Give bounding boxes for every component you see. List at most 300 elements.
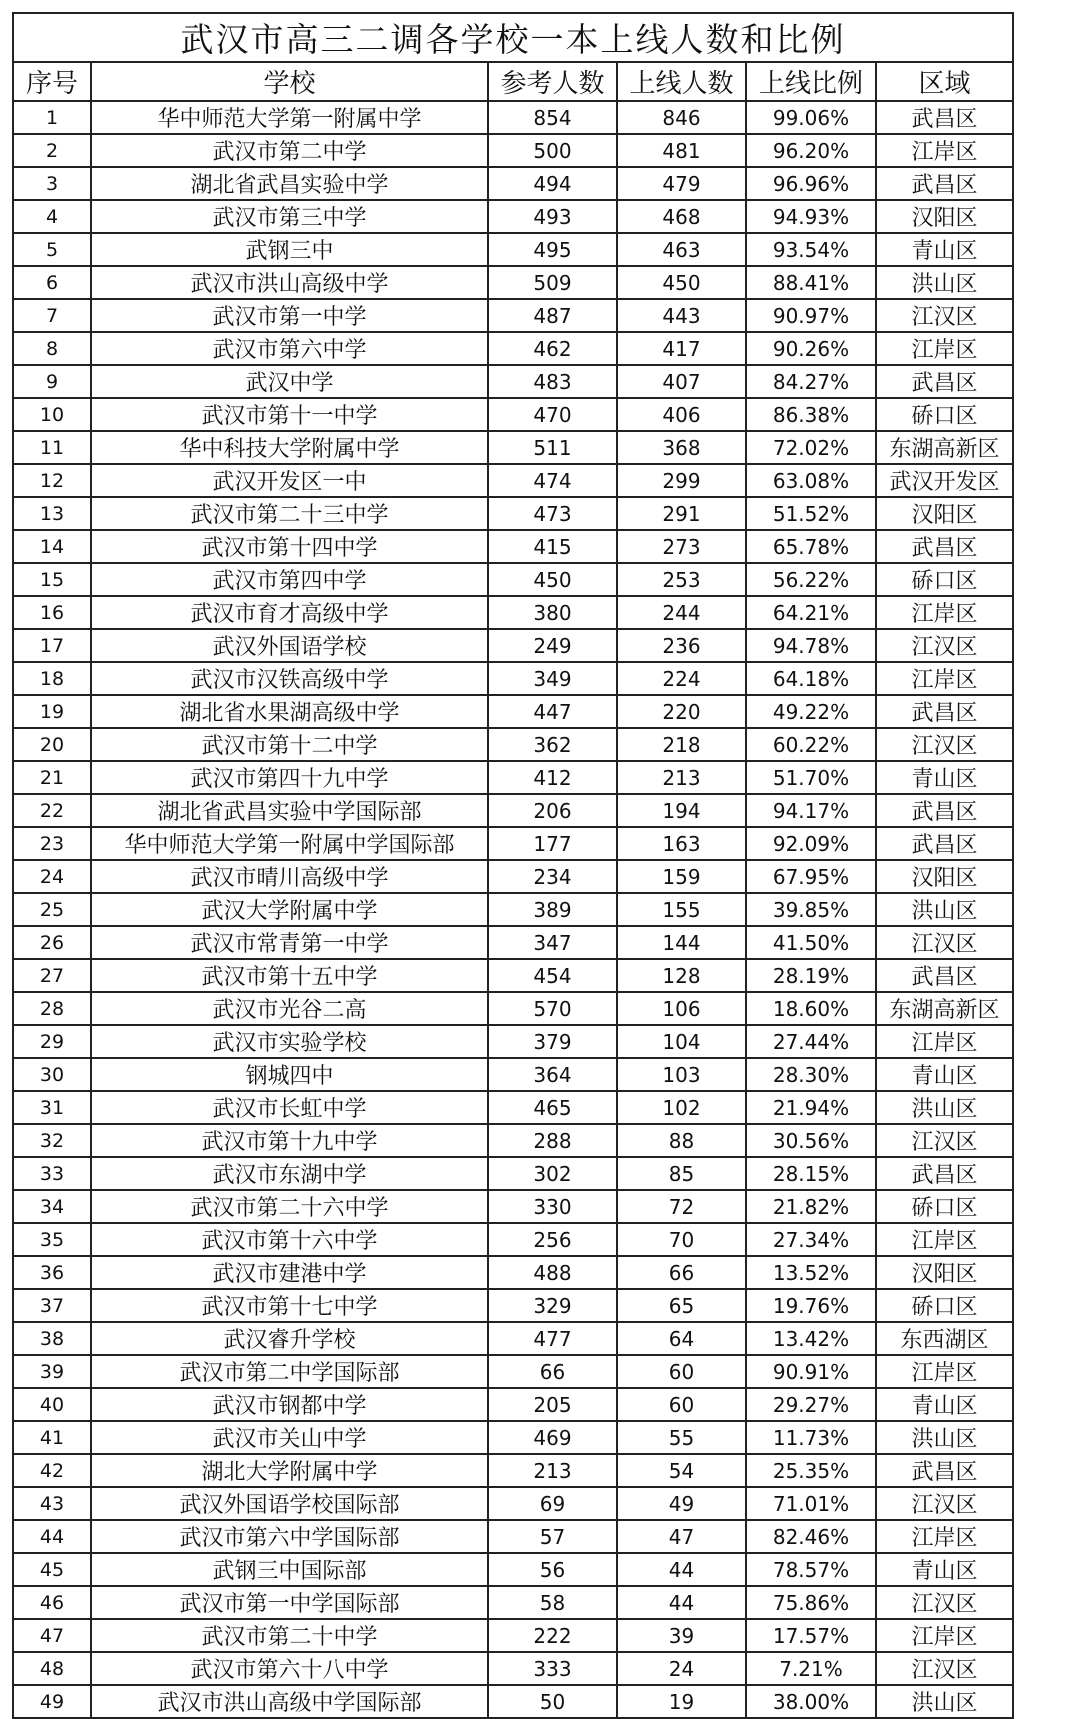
table-row bbox=[13, 1586, 1013, 1619]
cell-participants: 69 bbox=[488, 1487, 617, 1520]
cell-participants: 379 bbox=[488, 1025, 617, 1058]
cell-school: 武汉市实验学校 bbox=[91, 1025, 488, 1058]
cell-ratio: 30.56% bbox=[746, 1124, 876, 1157]
cell-ratio: 28.30% bbox=[746, 1058, 876, 1091]
cell-participants: 465 bbox=[488, 1091, 617, 1124]
table-row bbox=[13, 860, 1013, 893]
cell-school: 武汉市第三中学 bbox=[91, 200, 488, 233]
cell-ratio: 96.20% bbox=[746, 134, 876, 167]
cell-seq: 38 bbox=[13, 1322, 91, 1355]
cell-participants: 56 bbox=[488, 1553, 617, 1586]
cell-ratio: 7.21% bbox=[746, 1652, 876, 1685]
cell-seq: 8 bbox=[13, 332, 91, 365]
cell-school: 武汉睿升学校 bbox=[91, 1322, 488, 1355]
cell-participants: 488 bbox=[488, 1256, 617, 1289]
table-row bbox=[13, 992, 1013, 1025]
cell-participants: 474 bbox=[488, 464, 617, 497]
cell-district: 洪山区 bbox=[876, 266, 1013, 299]
cell-ratio: 67.95% bbox=[746, 860, 876, 893]
cell-school: 武汉市第十九中学 bbox=[91, 1124, 488, 1157]
cell-qualified: 60 bbox=[617, 1355, 746, 1388]
cell-district: 江岸区 bbox=[876, 662, 1013, 695]
cell-ratio: 88.41% bbox=[746, 266, 876, 299]
header-row bbox=[13, 62, 1013, 101]
cell-qualified: 407 bbox=[617, 365, 746, 398]
table-row bbox=[13, 1058, 1013, 1091]
header-seq: 序号 bbox=[13, 62, 91, 101]
cell-seq: 3 bbox=[13, 167, 91, 200]
cell-participants: 349 bbox=[488, 662, 617, 695]
cell-seq: 31 bbox=[13, 1091, 91, 1124]
cell-school: 武汉市第一中学国际部 bbox=[91, 1586, 488, 1619]
cell-seq: 4 bbox=[13, 200, 91, 233]
cell-ratio: 64.18% bbox=[746, 662, 876, 695]
cell-school: 湖北大学附属中学 bbox=[91, 1454, 488, 1487]
cell-school: 武汉市第十四中学 bbox=[91, 530, 488, 563]
cell-ratio: 75.86% bbox=[746, 1586, 876, 1619]
header-qualified: 上线人数 bbox=[617, 62, 746, 101]
cell-ratio: 21.94% bbox=[746, 1091, 876, 1124]
cell-district: 武昌区 bbox=[876, 794, 1013, 827]
cell-ratio: 21.82% bbox=[746, 1190, 876, 1223]
cell-ratio: 84.27% bbox=[746, 365, 876, 398]
cell-participants: 447 bbox=[488, 695, 617, 728]
cell-qualified: 49 bbox=[617, 1487, 746, 1520]
cell-seq: 41 bbox=[13, 1421, 91, 1454]
cell-participants: 330 bbox=[488, 1190, 617, 1223]
cell-district: 青山区 bbox=[876, 761, 1013, 794]
cell-seq: 37 bbox=[13, 1289, 91, 1322]
cell-ratio: 65.78% bbox=[746, 530, 876, 563]
cell-school: 武汉市第二十六中学 bbox=[91, 1190, 488, 1223]
cell-seq: 12 bbox=[13, 464, 91, 497]
cell-school: 湖北省水果湖高级中学 bbox=[91, 695, 488, 728]
cell-seq: 2 bbox=[13, 134, 91, 167]
table-row bbox=[13, 266, 1013, 299]
table-row bbox=[13, 1256, 1013, 1289]
cell-school: 武汉市建港中学 bbox=[91, 1256, 488, 1289]
cell-school: 武汉外国语学校国际部 bbox=[91, 1487, 488, 1520]
cell-seq: 48 bbox=[13, 1652, 91, 1685]
cell-participants: 570 bbox=[488, 992, 617, 1025]
table-row bbox=[13, 101, 1013, 134]
cell-school: 武汉外国语学校 bbox=[91, 629, 488, 662]
cell-school: 武汉市长虹中学 bbox=[91, 1091, 488, 1124]
cell-district: 洪山区 bbox=[876, 1421, 1013, 1454]
table-row bbox=[13, 332, 1013, 365]
cell-participants: 329 bbox=[488, 1289, 617, 1322]
cell-qualified: 44 bbox=[617, 1586, 746, 1619]
table-row bbox=[13, 1124, 1013, 1157]
cell-ratio: 90.26% bbox=[746, 332, 876, 365]
cell-participants: 487 bbox=[488, 299, 617, 332]
table-row bbox=[13, 662, 1013, 695]
cell-qualified: 468 bbox=[617, 200, 746, 233]
table-row bbox=[13, 728, 1013, 761]
cell-participants: 483 bbox=[488, 365, 617, 398]
cell-qualified: 24 bbox=[617, 1652, 746, 1685]
cell-seq: 32 bbox=[13, 1124, 91, 1157]
cell-participants: 473 bbox=[488, 497, 617, 530]
cell-ratio: 27.44% bbox=[746, 1025, 876, 1058]
cell-seq: 29 bbox=[13, 1025, 91, 1058]
table-row bbox=[13, 1157, 1013, 1190]
cell-seq: 19 bbox=[13, 695, 91, 728]
cell-qualified: 19 bbox=[617, 1685, 746, 1718]
cell-ratio: 49.22% bbox=[746, 695, 876, 728]
table-row bbox=[13, 1619, 1013, 1652]
cell-qualified: 406 bbox=[617, 398, 746, 431]
cell-district: 洪山区 bbox=[876, 893, 1013, 926]
cell-qualified: 39 bbox=[617, 1619, 746, 1652]
cell-ratio: 96.96% bbox=[746, 167, 876, 200]
table-row bbox=[13, 1421, 1013, 1454]
cell-school: 武汉市第四十九中学 bbox=[91, 761, 488, 794]
cell-school: 湖北省武昌实验中学 bbox=[91, 167, 488, 200]
cell-district: 东西湖区 bbox=[876, 1322, 1013, 1355]
cell-participants: 454 bbox=[488, 959, 617, 992]
cell-school: 武汉市第二中学 bbox=[91, 134, 488, 167]
cell-district: 江岸区 bbox=[876, 1520, 1013, 1553]
cell-district: 江汉区 bbox=[876, 299, 1013, 332]
cell-district: 青山区 bbox=[876, 1058, 1013, 1091]
cell-school: 武汉开发区一中 bbox=[91, 464, 488, 497]
cell-school: 武汉市洪山高级中学国际部 bbox=[91, 1685, 488, 1718]
cell-district: 武昌区 bbox=[876, 827, 1013, 860]
table-row bbox=[13, 1025, 1013, 1058]
cell-seq: 17 bbox=[13, 629, 91, 662]
table-row bbox=[13, 1487, 1013, 1520]
cell-seq: 40 bbox=[13, 1388, 91, 1421]
cell-district: 武昌区 bbox=[876, 365, 1013, 398]
table-row bbox=[13, 1520, 1013, 1553]
cell-ratio: 27.34% bbox=[746, 1223, 876, 1256]
table-row bbox=[13, 563, 1013, 596]
cell-district: 青山区 bbox=[876, 1388, 1013, 1421]
cell-participants: 222 bbox=[488, 1619, 617, 1652]
cell-qualified: 163 bbox=[617, 827, 746, 860]
cell-qualified: 155 bbox=[617, 893, 746, 926]
cell-seq: 21 bbox=[13, 761, 91, 794]
cell-seq: 27 bbox=[13, 959, 91, 992]
cell-ratio: 38.00% bbox=[746, 1685, 876, 1718]
cell-ratio: 82.46% bbox=[746, 1520, 876, 1553]
cell-district: 汉阳区 bbox=[876, 200, 1013, 233]
table-row bbox=[13, 827, 1013, 860]
cell-district: 江汉区 bbox=[876, 728, 1013, 761]
cell-seq: 15 bbox=[13, 563, 91, 596]
cell-qualified: 236 bbox=[617, 629, 746, 662]
table-row bbox=[13, 1454, 1013, 1487]
cell-school: 武汉市关山中学 bbox=[91, 1421, 488, 1454]
cell-ratio: 51.52% bbox=[746, 497, 876, 530]
cell-school: 武汉市钢都中学 bbox=[91, 1388, 488, 1421]
cell-school: 武汉市汉铁高级中学 bbox=[91, 662, 488, 695]
cell-qualified: 299 bbox=[617, 464, 746, 497]
cell-ratio: 64.21% bbox=[746, 596, 876, 629]
cell-ratio: 78.57% bbox=[746, 1553, 876, 1586]
cell-qualified: 64 bbox=[617, 1322, 746, 1355]
cell-participants: 462 bbox=[488, 332, 617, 365]
cell-seq: 30 bbox=[13, 1058, 91, 1091]
cell-participants: 362 bbox=[488, 728, 617, 761]
table-row bbox=[13, 926, 1013, 959]
table-row bbox=[13, 200, 1013, 233]
table-row bbox=[13, 1355, 1013, 1388]
cell-participants: 256 bbox=[488, 1223, 617, 1256]
cell-participants: 364 bbox=[488, 1058, 617, 1091]
cell-qualified: 70 bbox=[617, 1223, 746, 1256]
cell-school: 武汉市第一中学 bbox=[91, 299, 488, 332]
cell-qualified: 481 bbox=[617, 134, 746, 167]
cell-qualified: 213 bbox=[617, 761, 746, 794]
cell-seq: 24 bbox=[13, 860, 91, 893]
cell-participants: 389 bbox=[488, 893, 617, 926]
header-ratio: 上线比例 bbox=[746, 62, 876, 101]
cell-qualified: 144 bbox=[617, 926, 746, 959]
cell-ratio: 63.08% bbox=[746, 464, 876, 497]
cell-school: 武钢三中 bbox=[91, 233, 488, 266]
table-row bbox=[13, 1322, 1013, 1355]
cell-school: 武汉市光谷二高 bbox=[91, 992, 488, 1025]
cell-ratio: 92.09% bbox=[746, 827, 876, 860]
table-row bbox=[13, 629, 1013, 662]
table-row bbox=[13, 596, 1013, 629]
cell-ratio: 18.60% bbox=[746, 992, 876, 1025]
cell-qualified: 60 bbox=[617, 1388, 746, 1421]
cell-ratio: 51.70% bbox=[746, 761, 876, 794]
cell-district: 江汉区 bbox=[876, 1487, 1013, 1520]
table-row bbox=[13, 1289, 1013, 1322]
table-row bbox=[13, 398, 1013, 431]
header-school: 学校 bbox=[91, 62, 488, 101]
cell-participants: 177 bbox=[488, 827, 617, 860]
cell-qualified: 159 bbox=[617, 860, 746, 893]
cell-seq: 25 bbox=[13, 893, 91, 926]
cell-seq: 14 bbox=[13, 530, 91, 563]
cell-participants: 249 bbox=[488, 629, 617, 662]
cell-ratio: 13.52% bbox=[746, 1256, 876, 1289]
cell-district: 武昌区 bbox=[876, 959, 1013, 992]
table-row bbox=[13, 893, 1013, 926]
cell-participants: 66 bbox=[488, 1355, 617, 1388]
cell-school: 武汉市育才高级中学 bbox=[91, 596, 488, 629]
table-row bbox=[13, 695, 1013, 728]
cell-ratio: 94.17% bbox=[746, 794, 876, 827]
cell-school: 武汉大学附属中学 bbox=[91, 893, 488, 926]
cell-qualified: 220 bbox=[617, 695, 746, 728]
cell-district: 江汉区 bbox=[876, 629, 1013, 662]
cell-qualified: 44 bbox=[617, 1553, 746, 1586]
cell-participants: 450 bbox=[488, 563, 617, 596]
cell-participants: 333 bbox=[488, 1652, 617, 1685]
cell-qualified: 66 bbox=[617, 1256, 746, 1289]
cell-participants: 234 bbox=[488, 860, 617, 893]
ranking-sheet bbox=[12, 12, 1012, 1719]
cell-seq: 46 bbox=[13, 1586, 91, 1619]
title-row bbox=[13, 13, 1013, 62]
cell-school: 武汉市第六中学国际部 bbox=[91, 1520, 488, 1553]
cell-participants: 469 bbox=[488, 1421, 617, 1454]
cell-school: 华中科技大学附属中学 bbox=[91, 431, 488, 464]
cell-ratio: 19.76% bbox=[746, 1289, 876, 1322]
cell-school: 武汉市东湖中学 bbox=[91, 1157, 488, 1190]
cell-school: 武汉市第二十三中学 bbox=[91, 497, 488, 530]
cell-ratio: 86.38% bbox=[746, 398, 876, 431]
cell-ratio: 29.27% bbox=[746, 1388, 876, 1421]
cell-school: 武汉市常青第一中学 bbox=[91, 926, 488, 959]
cell-seq: 9 bbox=[13, 365, 91, 398]
cell-qualified: 106 bbox=[617, 992, 746, 1025]
cell-seq: 20 bbox=[13, 728, 91, 761]
cell-seq: 43 bbox=[13, 1487, 91, 1520]
header-district: 区域 bbox=[876, 62, 1013, 101]
cell-school: 华中师范大学第一附属中学国际部 bbox=[91, 827, 488, 860]
cell-qualified: 479 bbox=[617, 167, 746, 200]
cell-ratio: 17.57% bbox=[746, 1619, 876, 1652]
cell-participants: 494 bbox=[488, 167, 617, 200]
cell-seq: 47 bbox=[13, 1619, 91, 1652]
cell-seq: 45 bbox=[13, 1553, 91, 1586]
cell-participants: 50 bbox=[488, 1685, 617, 1718]
cell-district: 东湖高新区 bbox=[876, 992, 1013, 1025]
table-row bbox=[13, 761, 1013, 794]
cell-qualified: 47 bbox=[617, 1520, 746, 1553]
cell-school: 武汉市第十五中学 bbox=[91, 959, 488, 992]
cell-district: 汉阳区 bbox=[876, 1256, 1013, 1289]
table-row bbox=[13, 1091, 1013, 1124]
cell-ratio: 28.19% bbox=[746, 959, 876, 992]
cell-qualified: 72 bbox=[617, 1190, 746, 1223]
cell-seq: 42 bbox=[13, 1454, 91, 1487]
cell-school: 武汉市第四中学 bbox=[91, 563, 488, 596]
cell-ratio: 28.15% bbox=[746, 1157, 876, 1190]
cell-school: 武汉市第十二中学 bbox=[91, 728, 488, 761]
cell-participants: 509 bbox=[488, 266, 617, 299]
cell-qualified: 368 bbox=[617, 431, 746, 464]
header-participants: 参考人数 bbox=[488, 62, 617, 101]
cell-seq: 26 bbox=[13, 926, 91, 959]
cell-school: 武汉市第十一中学 bbox=[91, 398, 488, 431]
cell-qualified: 417 bbox=[617, 332, 746, 365]
cell-seq: 13 bbox=[13, 497, 91, 530]
cell-qualified: 65 bbox=[617, 1289, 746, 1322]
cell-district: 武昌区 bbox=[876, 695, 1013, 728]
cell-ratio: 90.91% bbox=[746, 1355, 876, 1388]
table-row bbox=[13, 464, 1013, 497]
table-row bbox=[13, 167, 1013, 200]
cell-district: 江岸区 bbox=[876, 1619, 1013, 1652]
cell-qualified: 104 bbox=[617, 1025, 746, 1058]
table-row bbox=[13, 1652, 1013, 1685]
cell-district: 江岸区 bbox=[876, 134, 1013, 167]
cell-district: 洪山区 bbox=[876, 1685, 1013, 1718]
cell-seq: 22 bbox=[13, 794, 91, 827]
cell-school: 武钢三中国际部 bbox=[91, 1553, 488, 1586]
table-row bbox=[13, 1553, 1013, 1586]
table-row bbox=[13, 1685, 1013, 1718]
cell-participants: 854 bbox=[488, 101, 617, 134]
cell-seq: 49 bbox=[13, 1685, 91, 1718]
table-row bbox=[13, 497, 1013, 530]
table-row bbox=[13, 1223, 1013, 1256]
cell-district: 武昌区 bbox=[876, 167, 1013, 200]
cell-district: 东湖高新区 bbox=[876, 431, 1013, 464]
cell-district: 武昌区 bbox=[876, 530, 1013, 563]
cell-school: 钢城四中 bbox=[91, 1058, 488, 1091]
table-row bbox=[13, 134, 1013, 167]
cell-qualified: 291 bbox=[617, 497, 746, 530]
table-body bbox=[13, 101, 1013, 1718]
cell-seq: 23 bbox=[13, 827, 91, 860]
cell-qualified: 463 bbox=[617, 233, 746, 266]
cell-district: 青山区 bbox=[876, 1553, 1013, 1586]
cell-district: 江汉区 bbox=[876, 926, 1013, 959]
cell-participants: 415 bbox=[488, 530, 617, 563]
cell-district: 江岸区 bbox=[876, 1355, 1013, 1388]
table-row bbox=[13, 1190, 1013, 1223]
cell-ratio: 72.02% bbox=[746, 431, 876, 464]
cell-seq: 18 bbox=[13, 662, 91, 695]
table-title: 武汉市高三二调各学校一本上线人数和比例 bbox=[13, 13, 1013, 62]
table-row bbox=[13, 233, 1013, 266]
cell-district: 洪山区 bbox=[876, 1091, 1013, 1124]
cell-ratio: 93.54% bbox=[746, 233, 876, 266]
cell-school: 武汉市第十六中学 bbox=[91, 1223, 488, 1256]
cell-ratio: 99.06% bbox=[746, 101, 876, 134]
cell-district: 武昌区 bbox=[876, 101, 1013, 134]
cell-participants: 57 bbox=[488, 1520, 617, 1553]
cell-qualified: 224 bbox=[617, 662, 746, 695]
cell-district: 江岸区 bbox=[876, 596, 1013, 629]
cell-participants: 347 bbox=[488, 926, 617, 959]
cell-district: 江汉区 bbox=[876, 1652, 1013, 1685]
table-row bbox=[13, 959, 1013, 992]
cell-seq: 39 bbox=[13, 1355, 91, 1388]
cell-participants: 495 bbox=[488, 233, 617, 266]
cell-district: 青山区 bbox=[876, 233, 1013, 266]
cell-district: 硚口区 bbox=[876, 398, 1013, 431]
cell-ratio: 11.73% bbox=[746, 1421, 876, 1454]
cell-participants: 477 bbox=[488, 1322, 617, 1355]
cell-qualified: 443 bbox=[617, 299, 746, 332]
cell-seq: 28 bbox=[13, 992, 91, 1025]
cell-district: 汉阳区 bbox=[876, 860, 1013, 893]
cell-ratio: 39.85% bbox=[746, 893, 876, 926]
cell-participants: 380 bbox=[488, 596, 617, 629]
cell-participants: 470 bbox=[488, 398, 617, 431]
cell-qualified: 218 bbox=[617, 728, 746, 761]
cell-district: 武汉开发区 bbox=[876, 464, 1013, 497]
cell-seq: 11 bbox=[13, 431, 91, 464]
cell-district: 武昌区 bbox=[876, 1157, 1013, 1190]
cell-participants: 412 bbox=[488, 761, 617, 794]
cell-district: 江岸区 bbox=[876, 1223, 1013, 1256]
cell-school: 武汉市第六中学 bbox=[91, 332, 488, 365]
cell-qualified: 244 bbox=[617, 596, 746, 629]
cell-qualified: 253 bbox=[617, 563, 746, 596]
cell-school: 武汉市晴川高级中学 bbox=[91, 860, 488, 893]
cell-qualified: 194 bbox=[617, 794, 746, 827]
cell-seq: 34 bbox=[13, 1190, 91, 1223]
cell-ratio: 41.50% bbox=[746, 926, 876, 959]
cell-seq: 44 bbox=[13, 1520, 91, 1553]
cell-seq: 7 bbox=[13, 299, 91, 332]
cell-seq: 10 bbox=[13, 398, 91, 431]
cell-seq: 35 bbox=[13, 1223, 91, 1256]
cell-participants: 206 bbox=[488, 794, 617, 827]
table-row bbox=[13, 365, 1013, 398]
